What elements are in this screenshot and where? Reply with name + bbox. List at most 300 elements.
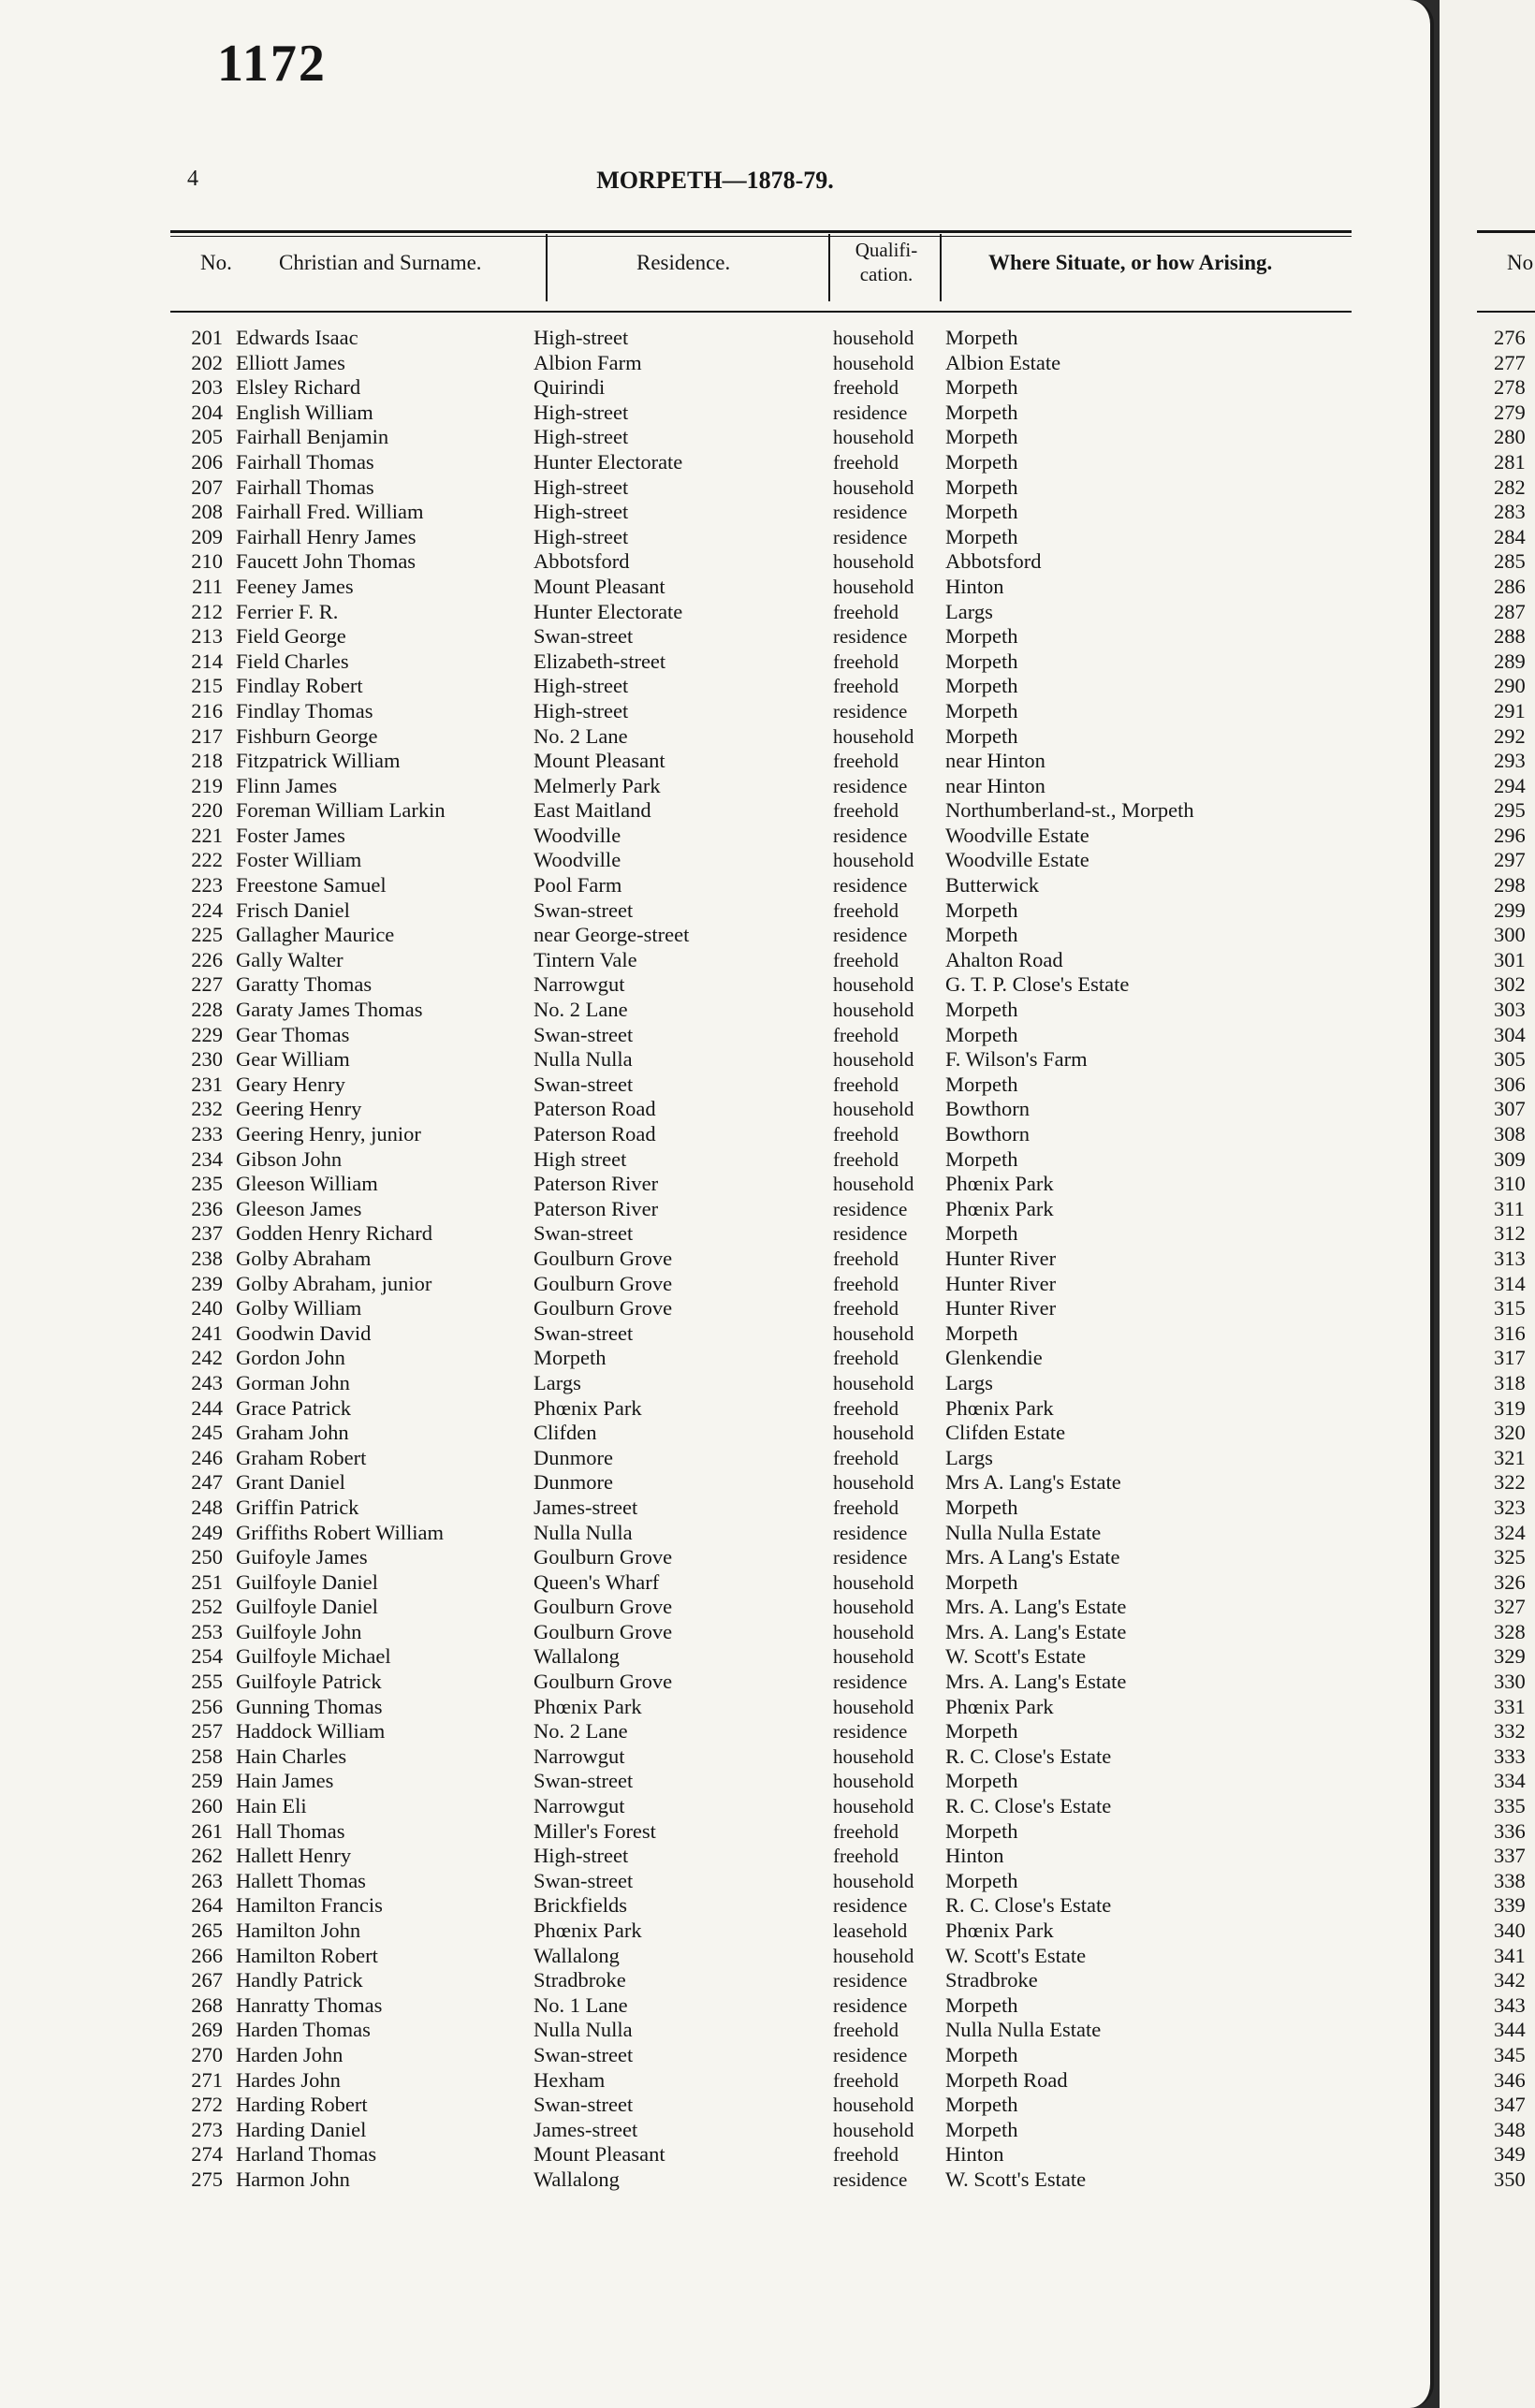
where-situate: Hinton (945, 574, 1004, 598)
row-number: 220 (191, 798, 223, 823)
header-name: Christian and Surname. (279, 251, 482, 274)
table-row (0, 1496, 1430, 1521)
qualification: household (833, 1744, 914, 1768)
table-row (0, 1819, 1430, 1845)
where-situate: Hunter River (945, 1246, 1057, 1270)
facing-row-number: 281 (1494, 449, 1526, 474)
row-number: 266 (191, 1943, 223, 1967)
where-situate: Butterwick (945, 873, 1039, 898)
row-number: 260 (191, 1794, 223, 1818)
table-row (0, 2018, 1430, 2043)
residence: Mount Pleasant (534, 749, 665, 773)
facing-row-number: 296 (1494, 823, 1526, 847)
row-number: 269 (191, 2018, 223, 2042)
table-row (0, 1147, 1430, 1173)
table-row (0, 1371, 1430, 1396)
where-situate: Phœnix Park (945, 1919, 1054, 1942)
qualification: freehold (833, 649, 899, 673)
facing-row-number: 313 (1494, 1246, 1526, 1270)
elector-name: Guilfoyle Daniel (236, 1569, 378, 1594)
row-number: 264 (191, 1893, 223, 1918)
residence: Goulburn Grove (534, 1271, 673, 1295)
facing-row-number: 329 (1494, 1644, 1526, 1669)
qualification: residence (833, 774, 908, 797)
residence: Phœnix Park (534, 1919, 642, 1942)
facing-row-number: 333 (1494, 1744, 1526, 1768)
facing-row-number: 286 (1494, 574, 1526, 598)
elector-name: Guifoyle James (236, 1545, 368, 1569)
qualification: residence (833, 1671, 908, 1694)
where-situate: Albion Estate (945, 350, 1061, 374)
row-number: 238 (191, 1246, 223, 1270)
elector-name: Fairhall Fred. William (236, 500, 424, 524)
table-row (0, 1097, 1430, 1122)
where-situate: R. C. Close's Estate (945, 1744, 1112, 1768)
residence: Swan-street (534, 898, 634, 922)
qualification: freehold (833, 376, 899, 400)
table-row (0, 1944, 1430, 1969)
facing-row-number: 279 (1494, 400, 1526, 424)
row-number: 273 (191, 2117, 223, 2141)
facing-row-number: 347 (1494, 2093, 1526, 2117)
row-number: 216 (191, 698, 223, 722)
where-situate: Morpeth (945, 698, 1018, 722)
row-number: 270 (191, 2042, 223, 2066)
residence: Woodville (534, 823, 621, 847)
row-number: 217 (191, 723, 223, 748)
row-number: 271 (191, 2067, 223, 2092)
row-number: 242 (191, 1346, 223, 1370)
qualification: household (833, 550, 914, 574)
table-row (0, 674, 1430, 699)
qualification: household (833, 1620, 914, 1643)
table-row (0, 401, 1430, 426)
facing-row-number: 311 (1494, 1196, 1525, 1220)
where-situate: Phœnix Park (945, 1694, 1054, 1718)
elector-name: Golby William (236, 1296, 362, 1321)
facing-row-number: 337 (1494, 1844, 1526, 1868)
elector-name: Hallett Henry (236, 1844, 352, 1868)
facing-row-number: 319 (1494, 1395, 1526, 1420)
residence: Goulburn Grove (534, 1595, 673, 1619)
elector-name: Graham John (236, 1421, 349, 1445)
table-row (0, 1769, 1430, 1794)
table-row (0, 873, 1430, 898)
qualification: freehold (833, 1247, 899, 1270)
where-situate: Morpeth (945, 898, 1018, 922)
qualification: freehold (833, 450, 899, 474)
table-row (0, 972, 1430, 998)
facing-row-number: 304 (1494, 1022, 1526, 1046)
elector-name: Guilfoyle Daniel (236, 1595, 378, 1619)
residence: Swan-street (534, 1769, 634, 1793)
residence: Abbotsford (534, 549, 630, 574)
qualification: household (833, 1944, 914, 1967)
header-residence: Residence. (636, 251, 731, 274)
qualification: freehold (833, 948, 899, 971)
qualification: household (833, 849, 914, 872)
residence: Clifden (534, 1421, 597, 1445)
row-number: 247 (191, 1470, 223, 1495)
facing-row-number: 327 (1494, 1595, 1526, 1619)
elector-name: Ferrier F. R. (236, 599, 339, 623)
row-number: 228 (191, 998, 223, 1022)
residence: High-street (534, 1844, 629, 1868)
qualification: freehold (833, 600, 899, 623)
where-situate: Morpeth (945, 674, 1018, 698)
table-row (0, 1993, 1430, 2019)
qualification: household (833, 1695, 914, 1718)
elector-name: Hain Eli (236, 1794, 307, 1818)
where-situate: Phœnix Park (945, 1395, 1054, 1420)
elector-name: Edwards Isaac (236, 326, 358, 349)
elector-name: Hamilton Francis (236, 1893, 383, 1918)
where-situate: Hunter River (945, 1271, 1057, 1295)
elector-name: Fairhall Thomas (236, 474, 374, 499)
qualification: household (833, 1422, 914, 1445)
table-row (0, 549, 1430, 575)
residence: Narrowgut (534, 1794, 625, 1818)
elector-name: Gally Walter (236, 947, 344, 971)
row-number: 207 (191, 474, 223, 499)
where-situate: Mrs. A. Lang's Estate (945, 1595, 1127, 1619)
residence: High-street (534, 400, 629, 424)
where-situate: Largs (945, 599, 993, 623)
residence: Albion Farm (534, 350, 642, 374)
table-row (0, 1968, 1430, 1993)
facing-row-number: 298 (1494, 873, 1526, 898)
row-number: 272 (191, 2093, 223, 2117)
elector-name: Hain Charles (236, 1744, 347, 1768)
qualification: household (833, 2118, 914, 2141)
residence: Phœnix Park (534, 1395, 642, 1420)
qualification: residence (833, 1969, 908, 1992)
elector-name: Harding Robert (236, 2093, 368, 2117)
residence: Goulburn Grove (534, 1246, 673, 1270)
where-situate: R. C. Close's Estate (945, 1893, 1112, 1918)
table-row (0, 575, 1430, 600)
where-situate: Glenkendie (945, 1346, 1043, 1370)
elector-name: Grant Daniel (236, 1470, 345, 1495)
facing-row-number: 283 (1494, 500, 1526, 524)
elector-name: Garaty James Thomas (236, 998, 423, 1022)
facing-row-number: 288 (1494, 624, 1526, 649)
elector-name: Elliott James (236, 350, 345, 374)
facing-row-number: 312 (1494, 1221, 1526, 1246)
row-number: 201 (191, 326, 223, 349)
row-number: 263 (191, 1868, 223, 1892)
facing-row-number: 325 (1494, 1545, 1526, 1569)
elector-name: Fairhall Henry James (236, 524, 417, 548)
table-row (0, 1893, 1430, 1919)
table-row (0, 798, 1430, 824)
table-row (0, 1695, 1430, 1720)
qualification: freehold (833, 1496, 899, 1519)
qualification: household (833, 1570, 914, 1594)
table-row (0, 774, 1430, 799)
table-row (0, 649, 1430, 675)
row-number: 255 (191, 1670, 223, 1694)
facing-row-number: 336 (1494, 1818, 1526, 1843)
qualification: household (833, 973, 914, 997)
qualification: residence (833, 1720, 908, 1744)
elector-name: Findlay Thomas (236, 698, 373, 722)
facing-row-number: 342 (1494, 1968, 1526, 1992)
where-situate: W. Scott's Estate (945, 1644, 1087, 1669)
qualification: household (833, 1471, 914, 1495)
qualification: residence (833, 1521, 908, 1544)
qualification: freehold (833, 1272, 899, 1295)
row-number: 258 (191, 1744, 223, 1768)
qualification: residence (833, 924, 908, 947)
facing-number-list (1440, 326, 1526, 2193)
facing-row-number: 301 (1494, 947, 1526, 971)
table-row (0, 351, 1430, 376)
table-row (0, 326, 1430, 351)
qualification: household (833, 1869, 914, 1892)
table-row (0, 525, 1430, 550)
row-number: 233 (191, 1122, 223, 1146)
header-top-rule-thin (170, 236, 1352, 237)
table-row (0, 1521, 1430, 1546)
row-number: 205 (191, 425, 223, 449)
qualification: residence (833, 1546, 908, 1569)
elector-name: Harden Thomas (236, 2018, 371, 2042)
row-number: 236 (191, 1196, 223, 1220)
header-top-rule (170, 230, 1352, 233)
qualification: residence (833, 401, 908, 424)
elector-name: Geary Henry (236, 1072, 345, 1096)
facing-row-number: 338 (1494, 1868, 1526, 1892)
qualification: leasehold (833, 1919, 908, 1942)
residence: High-street (534, 674, 629, 698)
table-row (0, 848, 1430, 873)
folio-stamp: 1172 (217, 35, 327, 93)
residence: Wallalong (534, 1644, 620, 1669)
table-row (0, 1221, 1430, 1247)
qualification: residence (833, 699, 908, 722)
where-situate: Phœnix Park (945, 1196, 1054, 1220)
table-row (0, 2093, 1430, 2118)
elector-name: Godden Henry Richard (236, 1221, 432, 1246)
qualification: residence (833, 525, 908, 548)
elector-name: Harmon John (236, 2167, 350, 2191)
facing-row-number: 309 (1494, 1146, 1526, 1171)
where-situate: W. Scott's Estate (945, 2167, 1087, 2191)
row-number: 212 (191, 599, 223, 623)
residence: Melmerly Park (534, 773, 661, 797)
table-row (0, 1869, 1430, 1894)
facing-row-number: 310 (1494, 1172, 1526, 1196)
table-row (0, 2142, 1430, 2167)
residence: Nulla Nulla (534, 1047, 633, 1072)
table-row (0, 375, 1430, 401)
residence: Swan-street (534, 1221, 634, 1246)
column-divider-1 (546, 234, 548, 301)
facing-row-number: 278 (1494, 375, 1526, 400)
where-situate: Mrs. A. Lang's Estate (945, 1670, 1127, 1694)
where-situate: near Hinton (945, 773, 1045, 797)
residence: Swan-street (534, 1072, 634, 1096)
residence: No. 2 Lane (534, 998, 628, 1022)
row-number: 222 (191, 848, 223, 872)
elector-name: Gordon John (236, 1346, 345, 1370)
row-number: 241 (191, 1321, 223, 1345)
qualification: residence (833, 874, 908, 898)
where-situate: Morpeth (945, 2042, 1018, 2066)
row-number: 256 (191, 1694, 223, 1718)
qualification: residence (833, 1222, 908, 1246)
residence: Paterson Road (534, 1097, 656, 1121)
residence: Hunter Electorate (534, 599, 683, 623)
facing-row-number: 343 (1494, 1992, 1526, 2017)
table-row (0, 475, 1430, 501)
row-number: 268 (191, 1992, 223, 2017)
residence: High-street (534, 698, 629, 722)
qualification: household (833, 1596, 914, 1619)
row-number: 261 (191, 1818, 223, 1843)
elector-name: Gallagher Maurice (236, 923, 395, 947)
residence: Mount Pleasant (534, 2142, 665, 2167)
residence: Queen's Wharf (534, 1569, 660, 1594)
row-number: 202 (191, 350, 223, 374)
row-number: 208 (191, 500, 223, 524)
residence: Goulburn Grove (534, 1545, 673, 1569)
table-row (0, 2118, 1430, 2143)
row-number: 206 (191, 449, 223, 474)
residence: Swan-street (534, 624, 634, 649)
where-situate: Bowthorn (945, 1122, 1030, 1146)
where-situate: Morpeth (945, 624, 1018, 649)
elector-name: English William (236, 400, 373, 424)
elector-name: Gunning Thomas (236, 1694, 383, 1718)
row-number: 213 (191, 624, 223, 649)
residence: No. 1 Lane (534, 1992, 628, 2017)
residence: Narrowgut (534, 972, 625, 997)
qualification: freehold (833, 2019, 899, 2042)
residence: High-street (534, 425, 629, 449)
qualification: freehold (833, 675, 899, 698)
residence: Dunmore (534, 1445, 613, 1469)
elector-name: Fishburn George (236, 723, 378, 748)
elector-name: Garatty Thomas (236, 972, 373, 997)
facing-row-number: 276 (1494, 326, 1526, 349)
table-row (0, 1644, 1430, 1670)
where-situate: Bowthorn (945, 1097, 1030, 1121)
facing-row-number: 331 (1494, 1694, 1526, 1718)
qualification: residence (833, 501, 908, 524)
elector-name: Hallett Thomas (236, 1868, 366, 1892)
where-situate: Morpeth (945, 1992, 1018, 2017)
elector-name: Frisch Daniel (236, 898, 350, 922)
elector-name: Hain James (236, 1769, 334, 1793)
where-situate: Morpeth (945, 1868, 1018, 1892)
table-row (0, 1047, 1430, 1073)
qualification: freehold (833, 1446, 899, 1469)
residence: Nulla Nulla (534, 2018, 633, 2042)
elector-name: Hardes John (236, 2067, 341, 2092)
row-number: 229 (191, 1022, 223, 1046)
facing-row-number: 291 (1494, 698, 1526, 722)
row-number: 237 (191, 1221, 223, 1246)
qualification: residence (833, 824, 908, 847)
row-number: 265 (191, 1919, 223, 1942)
facing-row-number: 314 (1494, 1271, 1526, 1295)
qualification: household (833, 351, 914, 374)
elector-name: Gear William (236, 1047, 350, 1072)
elector-name: Hamilton John (236, 1919, 361, 1942)
table-row (0, 1247, 1430, 1272)
where-situate: Hinton (945, 2142, 1004, 2167)
residence: Phœnix Park (534, 1694, 642, 1718)
header-bottom-rule (170, 311, 1352, 313)
residence: Brickfields (534, 1893, 627, 1918)
qualification: residence (833, 1197, 908, 1220)
residence: Nulla Nulla (534, 1520, 633, 1544)
elector-name: Haddock William (236, 1719, 386, 1744)
facing-row-number: 344 (1494, 2018, 1526, 2042)
row-number: 239 (191, 1271, 223, 1295)
qualification: residence (833, 625, 908, 649)
table-row (0, 749, 1430, 774)
where-situate: Morpeth (945, 2093, 1018, 2117)
elector-name: Hanratty Thomas (236, 1992, 383, 2017)
qualification: freehold (833, 1396, 899, 1420)
row-number: 240 (191, 1296, 223, 1321)
residence: No. 2 Lane (534, 1719, 628, 1744)
elector-name: Gleeson James (236, 1196, 362, 1220)
elector-name: Goodwin David (236, 1321, 372, 1345)
elector-name: Geering Henry, junior (236, 1122, 421, 1146)
where-situate: Morpeth (945, 524, 1018, 548)
where-situate: Morpeth (945, 474, 1018, 499)
facing-row-number: 305 (1494, 1047, 1526, 1072)
where-situate: Morpeth (945, 1818, 1018, 1843)
residence: near George-street (534, 923, 690, 947)
where-situate: Ahalton Road (945, 947, 1063, 971)
facing-row-number: 317 (1494, 1346, 1526, 1370)
table-row (0, 824, 1430, 849)
table-row (0, 500, 1430, 525)
qualification: household (833, 575, 914, 598)
qualification: freehold (833, 2143, 899, 2167)
elector-name: Findlay Robert (236, 674, 363, 698)
qualification: residence (833, 1993, 908, 2017)
where-situate: Nulla Nulla Estate (945, 2018, 1102, 2042)
facing-row-number: 280 (1494, 425, 1526, 449)
qualification: household (833, 1098, 914, 1121)
row-number: 235 (191, 1172, 223, 1196)
where-situate: Morpeth (945, 1221, 1018, 1246)
qualification: freehold (833, 750, 899, 773)
facing-row-number: 300 (1494, 923, 1526, 947)
qualification: freehold (833, 1073, 899, 1096)
residence: Elizabeth-street (534, 649, 666, 673)
where-situate: W. Scott's Estate (945, 1943, 1087, 1967)
residence: Wallalong (534, 2167, 620, 2191)
table-row (0, 2167, 1430, 2193)
facing-row-number: 348 (1494, 2117, 1526, 2141)
residence: Mount Pleasant (534, 574, 665, 598)
where-situate: Morpeth (945, 998, 1018, 1022)
facing-row-number: 349 (1494, 2142, 1526, 2167)
facing-row-number: 323 (1494, 1495, 1526, 1519)
table-row (0, 1719, 1430, 1744)
residence: Swan-street (534, 2093, 634, 2117)
row-number: 231 (191, 1072, 223, 1096)
residence: Stradbroke (534, 1968, 626, 1992)
where-situate: Morpeth Road (945, 2067, 1068, 2092)
